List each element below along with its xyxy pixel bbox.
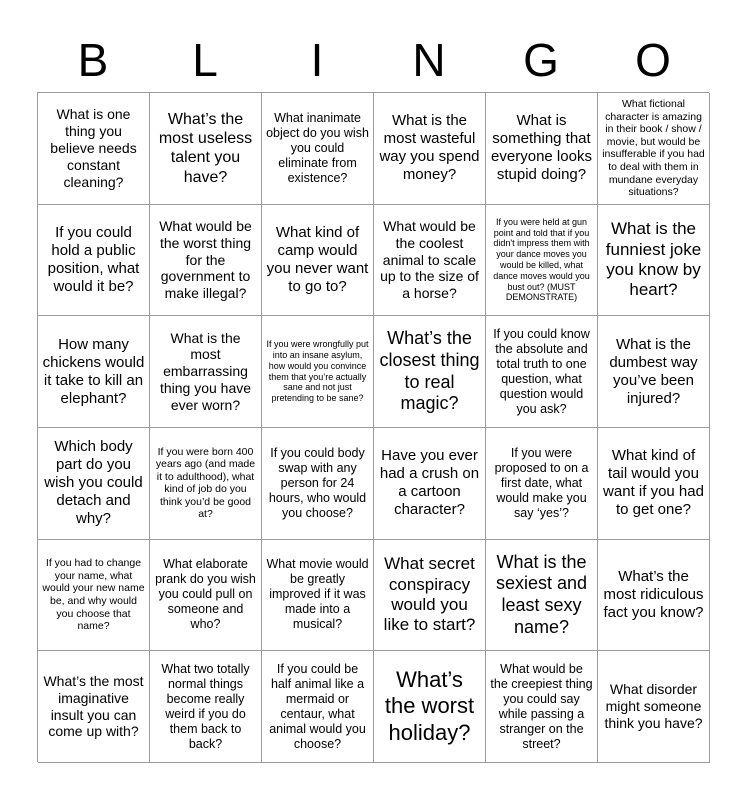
bingo-cell[interactable] — [374, 428, 486, 540]
cell-text: What two totally normal things become really weird if you do them back to back? — [161, 661, 250, 751]
bingo-cell[interactable] — [38, 316, 150, 428]
cell-text: How many chickens would it take to kill an elephant? — [42, 335, 145, 407]
cell-text: What is the most wasteful way you spend money? — [379, 112, 480, 184]
cell-text: What kind of tail would you want if you had to get one? — [603, 447, 704, 519]
cell-text: If you had to change your name, what would your new name be, and why would you choose that name? — [42, 557, 145, 633]
cell-text: What is the most embarrassing thing you have ever worn? — [159, 329, 252, 413]
cell-text: What is something that everyone looks stupid doing? — [491, 112, 592, 184]
cell-text: What fictional character is amazing in their book / show / movie, but would be insufferable if you had to deal with them in mundane everyday situations? — [602, 97, 705, 199]
cell-text: What movie would be greatly improved if it was made into a musical? — [266, 557, 369, 632]
cell-text: If you were wrongfully put into an insane asylum, how would you convince them that you’re actually sane and not just pretending to be sane? — [266, 339, 369, 404]
cell-text: What is the sexiest and least sexy name? — [495, 551, 588, 637]
cell-text: If you could be half animal like a mermaid or centaur, what animal would you choose? — [269, 661, 366, 751]
bingo-cell[interactable] — [598, 540, 710, 652]
cell-text: What’s the worst holiday? — [384, 667, 475, 745]
bingo-cell[interactable] — [486, 540, 598, 652]
cell-text: What’s the most ridiculous fact you know? — [603, 567, 704, 621]
title-letter-o: O — [635, 34, 671, 86]
bingo-cell[interactable] — [598, 428, 710, 540]
cell-text: If you were held at gun point and told that if you didn't impress them with your dance moves you would be killed, what dance moves would you bust out? (MUST DEMONSTRATE) — [493, 216, 590, 303]
cell-text: What is the dumbest way you’ve been injured? — [609, 335, 698, 407]
cell-text: What’s the most useless talent you have? — [158, 110, 253, 186]
bingo-cell[interactable] — [598, 316, 710, 428]
bingo-cell[interactable] — [374, 205, 486, 317]
cell-text: What is the funniest joke you know by heart? — [605, 219, 702, 300]
bingo-cell[interactable] — [486, 651, 598, 763]
bingo-cell[interactable] — [486, 93, 598, 205]
bingo-cell[interactable] — [262, 651, 374, 763]
bingo-cell[interactable] — [262, 428, 374, 540]
cell-text: What kind of camp would you never want to go to? — [266, 223, 369, 295]
bingo-cell[interactable] — [38, 540, 150, 652]
bingo-cell[interactable] — [374, 93, 486, 205]
bingo-cell[interactable] — [486, 205, 598, 317]
bingo-cell[interactable] — [374, 651, 486, 763]
bingo-cell[interactable] — [598, 93, 710, 205]
bingo-cell[interactable] — [150, 93, 262, 205]
cell-text: What secret conspiracy would you like to start? — [383, 554, 476, 635]
bingo-cell[interactable] — [150, 205, 262, 317]
title-letter-n: N — [412, 34, 446, 86]
bingo-cell[interactable] — [598, 651, 710, 763]
bingo-cell[interactable] — [150, 651, 262, 763]
bingo-cell[interactable] — [38, 93, 150, 205]
cell-text: What’s the closest thing to real magic? — [379, 328, 480, 414]
bingo-cell[interactable] — [374, 540, 486, 652]
title-letter-b: B — [77, 34, 109, 86]
bingo-cell[interactable] — [374, 316, 486, 428]
bingo-cell[interactable] — [262, 205, 374, 317]
cell-text: If you could know the absolute and total truth to one question, what question would you ask? — [493, 326, 590, 416]
cell-text: If you were born 400 years ago (and made it to adulthood), what kind of job do you think you’d be good at? — [155, 445, 256, 521]
cell-text: If you could body swap with any person for 24 hours, who would you choose? — [268, 445, 367, 520]
title-letter-i: I — [310, 34, 324, 86]
bingo-cell[interactable] — [38, 205, 150, 317]
bingo-grid — [37, 92, 709, 762]
bingo-cell[interactable] — [598, 205, 710, 317]
cell-text: What would be the worst thing for the government to make illegal? — [159, 217, 252, 302]
bingo-cell[interactable] — [262, 93, 374, 205]
cell-text: What’s the most imaginative insult you can come up with? — [43, 673, 144, 740]
cell-text: What would be the coolest animal to scale up to the size of a horse? — [380, 217, 479, 302]
cell-text: What inanimate object do you wish you could eliminate from existence? — [266, 110, 369, 185]
bingo-cell[interactable] — [150, 428, 262, 540]
bingo-cell[interactable] — [38, 428, 150, 540]
cell-text: What disorder might someone think you have? — [604, 681, 703, 731]
cell-text: If you were proposed to on a first date, what would make you say ‘yes’? — [494, 445, 589, 520]
bingo-cell[interactable] — [486, 428, 598, 540]
bingo-cell[interactable] — [150, 316, 262, 428]
cell-text: What would be the creepiest thing you could say while passing a stranger on the street? — [490, 661, 593, 751]
cell-text: What is one thing you believe needs constant cleaning? — [50, 106, 137, 190]
title-letter-l: L — [192, 34, 218, 86]
bingo-cell[interactable] — [262, 540, 374, 652]
cell-text: Which body part do you wish you could detach and why? — [44, 438, 143, 528]
cell-text: What elaborate prank do you wish you could pull on someone and who? — [155, 557, 256, 632]
bingo-cell[interactable] — [150, 540, 262, 652]
title-letter-g: G — [523, 34, 559, 86]
bingo-cell[interactable] — [486, 316, 598, 428]
cell-text: Have you ever had a crush on a cartoon character? — [379, 447, 480, 519]
bingo-cell[interactable] — [38, 651, 150, 763]
cell-text: If you could hold a public position, what would it be? — [47, 223, 140, 295]
bingo-cell[interactable] — [262, 316, 374, 428]
bingo-title — [37, 28, 709, 92]
